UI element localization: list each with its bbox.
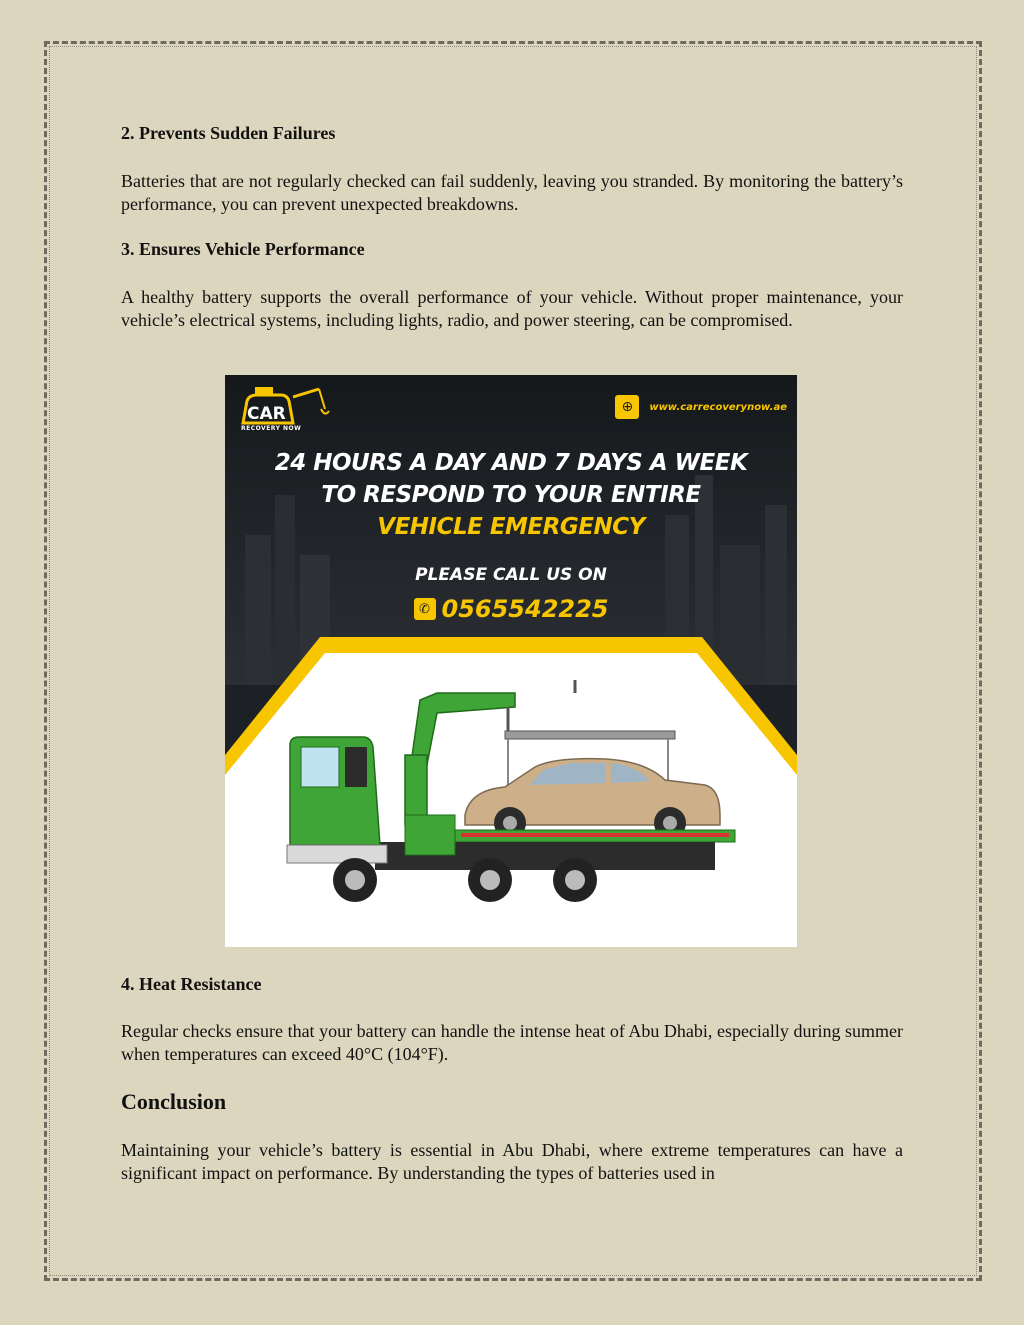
banner-headline-3: VEHICLE EMERGENCY bbox=[377, 514, 645, 540]
promo-banner-image bbox=[225, 375, 797, 947]
banner-headline-2: TO RESPOND TO YOUR ENTIRE bbox=[321, 482, 701, 508]
svg-text:CAR: CAR bbox=[247, 404, 286, 424]
banner-call-text: PLEASE CALL US ON bbox=[415, 565, 607, 585]
tow-truck-illustration bbox=[225, 375, 797, 947]
section-body-heat-resistance: Regular checks ensure that your battery can handle the intense heat of Abu Dhabi, especially during summer when temperatures can exceed 40°C (104°F). bbox=[121, 1021, 903, 1064]
section-body-prevents-failures: Batteries that are not regularly checked can fail suddenly, leaving you stranded. By monitoring the battery’s performance, you can prevent unexpected breakdowns. bbox=[121, 171, 903, 214]
banner-headline-1: 24 HOURS A DAY AND 7 DAYS A WEEK bbox=[274, 450, 748, 476]
section-heading-heat-resistance: 4. Heat Resistance bbox=[121, 974, 262, 994]
section-heading-prevents-failures: 2. Prevents Sudden Failures bbox=[121, 123, 336, 143]
phone-icon: ✆ bbox=[414, 598, 436, 620]
phone-number: 0565542225 bbox=[441, 595, 609, 623]
conclusion-heading: Conclusion bbox=[121, 1089, 227, 1114]
section-heading-vehicle-performance: 3. Ensures Vehicle Performance bbox=[121, 239, 365, 259]
conclusion-body: Maintaining your vehicle’s battery is essential in Abu Dhabi, where extreme temperatures can have a significant impact on performance. By understanding the types of batteries used in bbox=[121, 1140, 903, 1183]
website-url-text: www.carrecoverynow.ae bbox=[649, 401, 787, 413]
section-body-vehicle-performance: A healthy battery supports the overall performance of your vehicle. Without proper maintenance, your vehicle’s electrical systems, including lights, radio, and power steering, can be compromised. bbox=[121, 287, 903, 330]
globe-icon: ⊕ bbox=[615, 395, 639, 419]
logo-subtitle: RECOVERY NOW bbox=[241, 425, 302, 432]
